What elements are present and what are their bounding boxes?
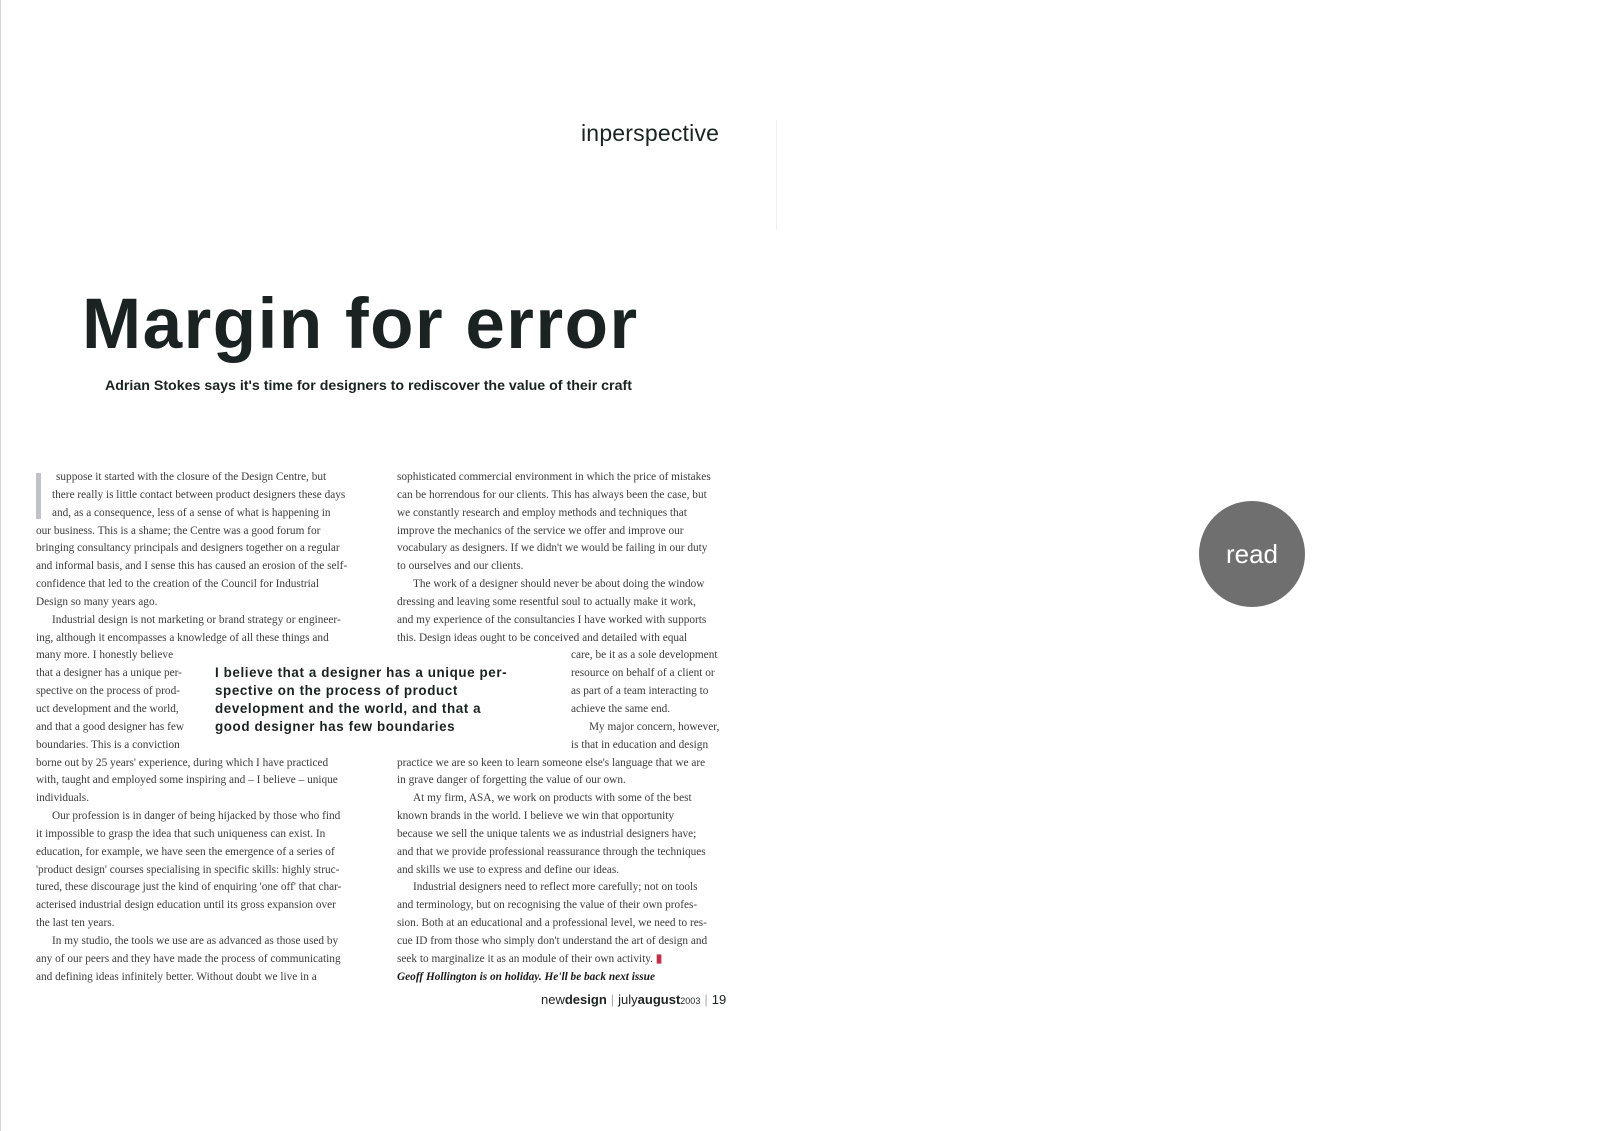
- text-line: [397, 540, 737, 558]
- line-text: cue ID from those who simply don't understand the art of design and: [397, 934, 708, 947]
- footer-separator: |: [610, 992, 615, 1007]
- page-border: [0, 0, 1, 1131]
- line-text: and informal basis, and I sense this has caused an erosion of the self-: [36, 560, 348, 573]
- line-text: Design so many years ago.: [36, 595, 158, 608]
- pull-quote-line: good designer has few boundaries: [215, 718, 456, 734]
- text-line: [36, 790, 376, 808]
- text-line: [397, 576, 737, 594]
- section-name: perspective: [599, 120, 720, 146]
- line-text: 'product design' courses specialising in specific skills: highly struc-: [36, 863, 340, 876]
- text-line: [397, 933, 737, 951]
- text-line: [36, 505, 376, 523]
- text-line: [36, 612, 376, 630]
- text-line: [397, 469, 737, 487]
- line-text: we constantly research and employ methods and techniques that: [397, 506, 687, 519]
- line-text: is that in education and design: [571, 738, 709, 751]
- text-line: [36, 737, 376, 755]
- pull-quote: [215, 664, 507, 736]
- text-line: [36, 862, 376, 880]
- text-line: [36, 576, 376, 594]
- page-edge: [776, 120, 777, 230]
- text-line: [36, 772, 376, 790]
- text-line: [397, 558, 737, 576]
- line-text: and skills we use to express and define our ideas.: [397, 863, 620, 876]
- line-text: At my firm, ASA, we work on products with some of the best: [413, 792, 692, 805]
- line-text: many more. I honestly believe: [36, 649, 174, 662]
- text-line: [397, 594, 737, 612]
- text-line: [36, 469, 376, 487]
- line-text: Industrial design is not marketing or brand strategy or engineer-: [52, 613, 341, 626]
- page-footer: [541, 992, 726, 1007]
- pull-quote-line: spective on the process of product: [215, 682, 458, 698]
- line-text: and that we provide professional reassurance through the techniques: [397, 845, 706, 858]
- footer-magazine-prefix: new: [541, 992, 565, 1007]
- text-line: [397, 505, 737, 523]
- page-number: 19: [711, 992, 727, 1007]
- text-line: [36, 487, 376, 505]
- read-button-label: read: [1225, 538, 1279, 569]
- text-line: [397, 772, 737, 790]
- line-text: improve the mechanics of the service we offer and improve our: [397, 524, 684, 537]
- text-line: [397, 844, 737, 862]
- footer-separator: |: [704, 992, 708, 1007]
- article-title: Margin for error: [82, 285, 639, 364]
- line-text: care, be it as a sole development: [571, 649, 718, 662]
- footer-issue-prefix: july: [618, 992, 638, 1007]
- line-text: can be horrendous for our clients. This has always been the case, but: [397, 488, 707, 501]
- line-text: to ourselves and our clients.: [397, 560, 524, 573]
- line-text: dressing and leaving some resentful soul to actually make it work,: [397, 595, 696, 608]
- text-line: [36, 808, 376, 826]
- text-line: [36, 630, 376, 648]
- text-line: [36, 647, 376, 665]
- text-line: [397, 755, 737, 773]
- line-text: spective on the process of prod-: [36, 685, 180, 698]
- text-line: [36, 897, 376, 915]
- line-text: known brands in the world. I believe we win that opportunity: [397, 810, 675, 823]
- text-line: [397, 790, 737, 808]
- text-line: [36, 933, 376, 951]
- article-subtitle: [105, 378, 632, 394]
- footer-issue-name: august: [637, 992, 681, 1007]
- line-text: bringing consultancy principals and designers together on a regular: [36, 542, 340, 555]
- line-text: in grave danger of forgetting the value of our own.: [397, 774, 626, 787]
- line-text: My major concern, however,: [589, 720, 720, 733]
- text-line: [397, 523, 737, 541]
- line-text: and that a good designer has few: [36, 720, 185, 733]
- line-text: this. Design ideas ought to be conceived and detailed with equal: [397, 631, 688, 644]
- line-text: vocabulary as designers. If we didn't we would be failing in our duty: [397, 542, 708, 555]
- line-text: tured, these discourage just the kind of enquiring 'one off' that char-: [36, 881, 342, 894]
- line-text: and my experience of the consultancies I have worked with supports: [397, 613, 707, 626]
- text-line: [397, 969, 737, 987]
- line-text: Industrial designers need to reflect more carefully; not on tools: [413, 881, 698, 894]
- line-text: sophisticated commercial environment in which the price of mistakes: [397, 471, 711, 483]
- footer-year: 2003: [680, 996, 701, 1006]
- text-line: [36, 951, 376, 969]
- section-label: [581, 120, 719, 147]
- line-text: seek to marginalize it as an module of their own activity.: [397, 952, 653, 965]
- line-text: individuals.: [36, 792, 90, 805]
- text-line: [397, 897, 737, 915]
- line-text: borne out by 25 years' experience, during which I have practiced: [36, 756, 329, 769]
- line-text: education, for example, we have seen the emergence of a series of: [36, 845, 335, 858]
- text-line: [397, 630, 737, 648]
- line-text: and terminology, but on recognising the value of their own profes-: [397, 899, 698, 912]
- text-line: [36, 879, 376, 897]
- line-text: any of our peers and they have made the process of communicating: [36, 952, 341, 965]
- line-text: practice we are so keen to learn someone else's language that we are: [397, 756, 706, 769]
- line-text: The work of a designer should never be about doing the window: [413, 578, 705, 591]
- line-text: confidence that led to the creation of the Council for Industrial: [36, 578, 319, 591]
- text-line: [397, 879, 737, 897]
- line-text: suppose it started with the closure of the Design Centre, but: [56, 471, 327, 483]
- text-line: [36, 558, 376, 576]
- line-text: it impossible to grasp the idea that such uniqueness can exist. In: [36, 827, 326, 840]
- line-text: as part of a team interacting to: [571, 685, 709, 698]
- line-text: resource on behalf of a client or: [571, 667, 715, 680]
- text-line: [36, 540, 376, 558]
- text-line: [397, 612, 737, 630]
- pull-quote-line: I believe that a designer has a unique per-: [215, 665, 508, 680]
- text-line: [397, 862, 737, 880]
- section-prefix: in: [581, 120, 600, 146]
- line-text: with, taught and employed some inspiring and – I believe – unique: [36, 774, 338, 787]
- text-line: [397, 808, 737, 826]
- line-text: acterised industrial design education until its gross expansion over: [36, 899, 336, 912]
- line-text: because we sell the unique talents we as industrial designers have;: [397, 827, 697, 840]
- text-line: [397, 737, 737, 755]
- line-text: boundaries. This is a conviction: [36, 738, 180, 751]
- text-line: [36, 969, 376, 987]
- text-line: [397, 915, 737, 933]
- text-line: [397, 647, 737, 665]
- line-text: there really is little contact between product designers these days: [52, 488, 346, 501]
- line-text: In my studio, the tools we use are as advanced as those used by: [52, 934, 339, 947]
- text-line: [397, 487, 737, 505]
- pull-quote-line: development and the world, and that a: [215, 700, 482, 716]
- line-text: the last ten years.: [36, 917, 115, 930]
- line-text: our business. This is a shame; the Centre was a good forum for: [36, 524, 321, 537]
- line-text: that a designer has a unique per-: [36, 667, 182, 680]
- line-text: achieve the same end.: [571, 702, 671, 715]
- author-name: Adrian Stokes: [105, 378, 201, 394]
- text-line: [36, 915, 376, 933]
- line-text: ing, although it encompasses a knowledge of all these things and: [36, 631, 329, 644]
- text-line: [397, 951, 737, 969]
- line-text: uct development and the world,: [36, 702, 179, 715]
- text-line: [36, 523, 376, 541]
- text-line: [397, 826, 737, 844]
- line-text: Our profession is in danger of being hijacked by those who find: [52, 810, 341, 823]
- read-button[interactable]: [1199, 501, 1305, 607]
- subtitle-text: says it's time for designers to rediscover the value of their craft: [200, 378, 632, 394]
- end-mark-icon: ▮: [655, 952, 663, 965]
- text-line: [36, 844, 376, 862]
- text-line: [36, 594, 376, 612]
- text-line: [36, 826, 376, 844]
- line-text: and, as a consequence, less of a sense of what is happening in: [52, 506, 331, 519]
- line-text: Geoff Hollington is on holiday. He'll be back next issue: [397, 970, 655, 983]
- line-text: sion. Both at an educational and a professional level, we need to res-: [397, 917, 707, 930]
- line-text: and defining ideas infinitely better. Without doubt we live in a: [36, 970, 317, 983]
- footer-magazine-name: design: [564, 992, 607, 1007]
- text-line: [36, 755, 376, 773]
